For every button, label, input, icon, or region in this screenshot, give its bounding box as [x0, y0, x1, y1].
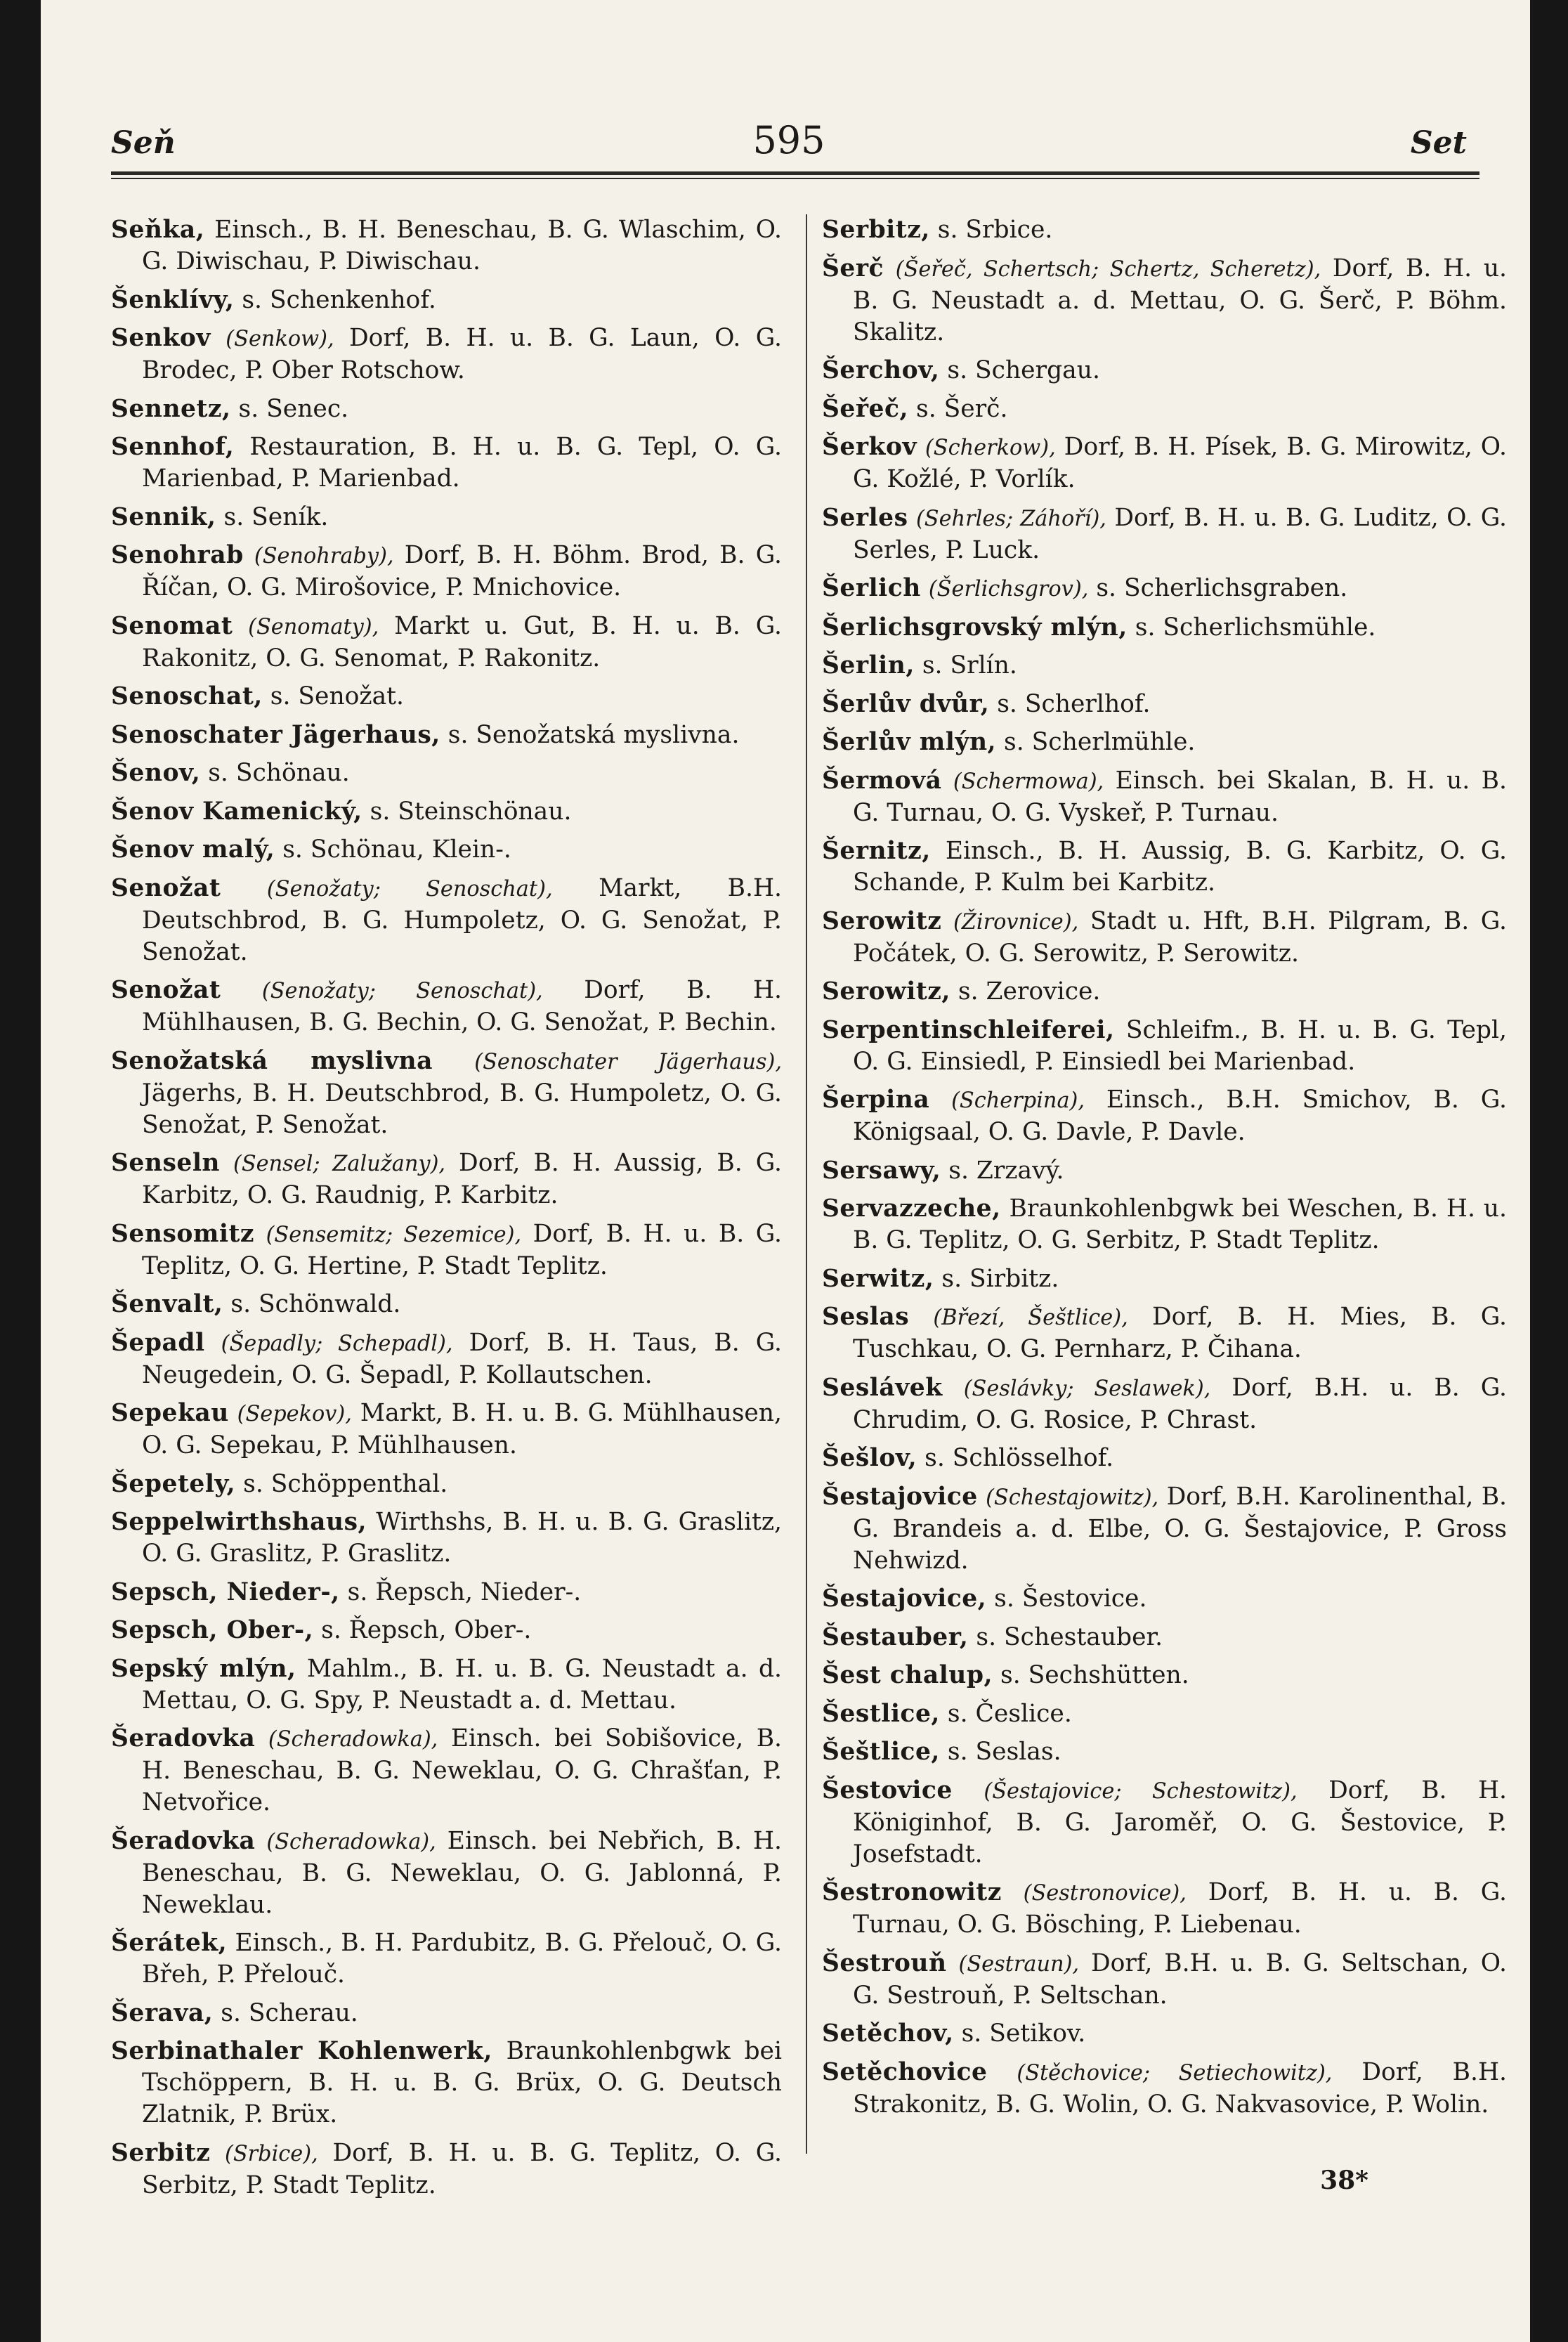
entry-text: Dorf, B. H. u. B. G. Teplitz, O. G. Hertine, P. Stadt Teplitz.: [142, 1219, 782, 1280]
entry-text: s. Schergau.: [947, 356, 1100, 384]
entry-headword: Sersawy,: [822, 1156, 941, 1185]
entry-alt-names: (Sensemitz; Sezemice),: [266, 1222, 522, 1247]
entry-text: Dorf, B. H. Aussig, B. G. Karbitz, O. G. Raudnig, P. Karbitz.: [142, 1149, 782, 1209]
entry-headword: Šepetely,: [111, 1469, 236, 1498]
entry-text: Mahlm., B. H. u. B. G. Neustadt a. d. Mettau, O. G. Spy, P. Neustadt a. d. Mettau.: [142, 1654, 783, 1715]
entry-headword: Šeradovka: [111, 1724, 256, 1752]
entry-headword: Šerlův dvůr,: [822, 689, 990, 718]
dictionary-entry: [111, 720, 782, 751]
dictionary-entry: [822, 1775, 1507, 1871]
signature-mark: 38*: [1320, 2166, 1368, 2195]
entry-headword: Sepekau: [111, 1399, 229, 1427]
entry-headword: Serbitz,: [822, 216, 930, 244]
entry-headword: Serowitz,: [822, 977, 950, 1006]
header-left-catchword: Seň: [111, 125, 176, 161]
entry-headword: Senoschat,: [111, 682, 263, 710]
entry-headword: Šerlichsgrovský mlýn,: [822, 613, 1128, 642]
entry-headword: Senožat: [111, 873, 221, 902]
dictionary-entry: [111, 1327, 782, 1391]
entry-text: Dorf, B. H. Böhm. Brod, B. G. Říčan, O. G. Mirošovice, P. Mnichovice.: [142, 541, 782, 601]
dictionary-entry: [822, 393, 1507, 425]
entry-headword: Serbitz: [111, 2138, 211, 2167]
entry-text: s. Schönau.: [208, 759, 350, 787]
entry-text: Dorf, B.H. Karolinenthal, B. G. Brandeis a. d. Elbe, O. G. Šestajovice, P. Gross Nehwizd.: [853, 1482, 1508, 1575]
entry-alt-names: (Senožaty; Senoschat),: [266, 876, 553, 902]
entry-text: s. Scherlichsmühle.: [1135, 613, 1376, 642]
entry-alt-names: (Seslávky; Seslawek),: [963, 1376, 1211, 1401]
entry-alt-names: (Senkow),: [226, 327, 334, 351]
entry-text: Einsch., B. H. Beneschau, B. G. Wlaschim, O. G. Diwischau, P. Diwischau.: [142, 216, 783, 275]
dictionary-entry: [111, 834, 782, 866]
entry-headword: Setěchovice: [822, 2057, 988, 2086]
header-right-catchword: Set: [1410, 125, 1467, 161]
entry-text: s. Česlice.: [947, 1699, 1072, 1728]
dictionary-entry: [822, 1015, 1507, 1078]
entry-headword: Šenvalt,: [111, 1290, 223, 1318]
dictionary-entry: [822, 835, 1507, 899]
dictionary-entry: [111, 540, 782, 604]
entry-alt-names: (Stěchovice; Setiechowitz),: [1017, 2060, 1333, 2086]
dictionary-entry: [111, 1469, 782, 1500]
entry-text: Stadt u. Hft, B.H. Pilgram, B. G. Počátek, O. G. Serowitz, P. Serowitz.: [853, 906, 1508, 968]
entry-text: Dorf, B. H. Taus, B. G. Neugedein, O. G. Šepadl, P. Kollautschen.: [142, 1328, 782, 1389]
entry-text: s. Schöppenthal.: [243, 1469, 448, 1498]
dictionary-entry: [111, 1723, 782, 1819]
entry-text: Schleifm., B. H. u. B. G. Tepl, O. G. Einsiedl, P. Einsiedl bei Marienbad.: [853, 1015, 1507, 1076]
dictionary-entry: [822, 502, 1507, 566]
entry-headword: Sennik,: [111, 502, 216, 531]
entry-headword: Senseln: [111, 1149, 221, 1177]
entry-text: s. Řepsch, Ober-.: [321, 1616, 532, 1644]
dictionary-entry: [822, 1948, 1507, 2012]
entry-text: s. Schestauber.: [976, 1622, 1163, 1651]
entry-headword: Šestlice,: [822, 1699, 940, 1728]
entry-alt-names: (Scheradowka),: [266, 1829, 436, 1854]
dictionary-entry: [822, 1301, 1507, 1365]
entry-alt-names: (Scheradowka),: [268, 1727, 438, 1752]
entry-text: s. Seník.: [223, 502, 329, 531]
dictionary-entry: [111, 2036, 782, 2130]
dictionary-entry: [111, 2138, 782, 2201]
entry-text: s. Scherlhof.: [997, 689, 1151, 718]
dictionary-entry: [822, 1263, 1507, 1295]
entry-alt-names: (Šepadly; Schepadl),: [221, 1331, 453, 1356]
dictionary-entry: [111, 1147, 782, 1211]
entry-headword: Senomat: [111, 611, 233, 640]
entry-text: Jägerhs, B. H. Deutschbrod, B. G. Humpoletz, O. G. Senožat, P. Senožat.: [142, 1079, 782, 1139]
entry-headword: Šest chalup,: [822, 1661, 993, 1689]
entry-alt-names: (Šeřeč, Schertsch; Schertz, Scheretz),: [895, 256, 1321, 282]
entry-alt-names: (Sestraun),: [958, 1951, 1080, 1977]
entry-text: Dorf, B. H. u. B. G. Neustadt a. d. Mettau, O. G. Šerč, P. Böhm. Skalitz.: [853, 254, 1508, 346]
dictionary-entry: [822, 431, 1507, 495]
dictionary-entry: [111, 757, 782, 789]
entry-headword: Šestajovice: [822, 1482, 978, 1511]
entry-text: s. Setikov.: [961, 2019, 1086, 2048]
header-rule-thin: [111, 178, 1479, 179]
entry-text: s. Steinschönau.: [370, 797, 572, 826]
entry-text: Markt u. Gut, B. H. u. B. G. Rakonitz, O. G. Senomat, P. Rakonitz.: [142, 611, 782, 672]
entry-text: s. Scherlichsgraben.: [1096, 574, 1348, 602]
entry-headword: Šestajovice,: [822, 1585, 987, 1613]
entry-text: Dorf, B.H. Strakonitz, B. G. Wolin, O. G. Nakvasovice, P. Wolin.: [853, 2057, 1508, 2119]
entry-text: s. Schönwald.: [230, 1290, 401, 1318]
entry-headword: Serbinathaler Kohlenwerk,: [111, 2037, 492, 2065]
entry-headword: Serwitz,: [822, 1264, 934, 1293]
dictionary-entry: [822, 2018, 1507, 2050]
dictionary-entry: [822, 612, 1507, 644]
dictionary-entry: [111, 1507, 782, 1570]
entry-text: Markt, B. H. u. B. G. Mühlhausen, O. G. Sepekau, P. Mühlhausen.: [142, 1399, 782, 1459]
right-column: [822, 214, 1507, 2127]
dictionary-entry: [822, 1877, 1507, 1941]
entry-text: s. Scherlmühle.: [1004, 728, 1196, 756]
dictionary-entry: [822, 1193, 1507, 1256]
dictionary-entry: [111, 1653, 782, 1717]
entry-headword: Šenov Kamenický,: [111, 797, 362, 826]
entry-alt-names: (Žirovnice),: [953, 909, 1079, 935]
dictionary-entry: [822, 650, 1507, 682]
entry-headword: Šerátek,: [111, 1929, 228, 1957]
entry-alt-names: (Srbice),: [225, 2141, 318, 2166]
entry-text: Dorf, B. H. Písek, B. G. Mirowitz, O. G. Kožlé, P. Vorlík.: [853, 433, 1508, 493]
entry-alt-names: (Sensel; Zalužany),: [233, 1152, 446, 1176]
dictionary-entry: [111, 611, 782, 675]
dictionary-entry: [111, 285, 782, 316]
dictionary-entry: [111, 1615, 782, 1646]
entry-text: s. Zerovice.: [958, 977, 1101, 1006]
entry-text: s. Sechshütten.: [1000, 1661, 1189, 1689]
entry-headword: Sepsch, Ober-,: [111, 1616, 314, 1644]
dictionary-entry: [822, 1622, 1507, 1653]
dictionary-entry: [822, 765, 1507, 829]
dictionary-entry: [111, 1998, 782, 2029]
entry-text: Einsch. bei Sobišovice, B. H. Beneschau, B. G. Neweklau, O. G. Chrašťan, P. Netvořice.: [142, 1724, 783, 1816]
dictionary-entry: [822, 1443, 1507, 1474]
entry-text: Dorf, B.H. u. B. G. Seltschan, O. G. Sestrouň, P. Seltschan.: [853, 1949, 1508, 2010]
dictionary-entry: [111, 1826, 782, 1921]
dictionary-entry: [822, 1736, 1507, 1768]
entry-text: Braunkohlenbgwk bei Tschöppern, B. H. u. B. G. Brüx, O. G. Deutsch Zlatnik, P. Brüx.: [142, 2037, 783, 2128]
entry-text: s. Schönau, Klein-.: [282, 835, 511, 864]
dictionary-entry: [111, 1398, 782, 1462]
entry-text: Einsch. bei Nebřich, B. H. Beneschau, B. G. Neweklau, O. G. Jablonná, P. Neweklau.: [142, 1826, 782, 1919]
entry-alt-names: (Senohraby),: [254, 544, 394, 568]
entry-text: s. Senec.: [238, 394, 349, 423]
entry-headword: Sennetz,: [111, 394, 231, 423]
entry-headword: Šerpina: [822, 1086, 930, 1114]
entry-headword: Senožat: [111, 976, 221, 1004]
dictionary-entry: [822, 976, 1507, 1008]
entry-headword: Senoschater Jägerhaus,: [111, 720, 440, 749]
entry-headword: Šestrouň: [822, 1949, 947, 1977]
entry-text: s. Seslas.: [947, 1738, 1061, 1766]
entry-headword: Šešlov,: [822, 1444, 917, 1472]
entry-headword: Senohrab: [111, 541, 244, 569]
entry-headword: Senkov: [111, 324, 211, 352]
entry-headword: Setěchov,: [822, 2019, 954, 2048]
entry-alt-names: (Sehrles; Záhoří),: [915, 506, 1106, 531]
entry-text: s. Zrzavý.: [948, 1156, 1064, 1185]
entry-text: Wirthshs, B. H. u. B. G. Graslitz, O. G. Graslitz, P. Graslitz.: [142, 1508, 783, 1568]
dictionary-entry: [822, 355, 1507, 386]
dictionary-entry: [822, 1155, 1507, 1187]
entry-text: Dorf, B. H. Königinhof, B. G. Jaroměř, O. G. Šestovice, P. Josefstadt.: [853, 1776, 1507, 1868]
dictionary-entry: [822, 214, 1507, 246]
column-divider: [806, 214, 807, 2154]
entry-headword: Šenklívy,: [111, 285, 235, 314]
dictionary-entry: [822, 1698, 1507, 1730]
entry-headword: Seslas: [822, 1303, 910, 1331]
entry-text: s. Scherau.: [221, 1998, 358, 2027]
dictionary-entry: [822, 1372, 1507, 1436]
dictionary-entry: [111, 975, 782, 1039]
dictionary-entry: [111, 1289, 782, 1320]
dictionary-entry: [111, 393, 782, 425]
entry-headword: Šerlich: [822, 574, 921, 602]
entry-text: Dorf, B. H. u. B. G. Laun, O. G. Brodec, P. Ober Rotschow.: [142, 324, 782, 384]
entry-headword: Šestauber,: [822, 1622, 969, 1651]
entry-text: s. Šerč.: [915, 394, 1008, 423]
dictionary-entry: [822, 1084, 1507, 1148]
entry-headword: Serowitz: [822, 906, 942, 935]
entry-text: s. Schenkenhof.: [242, 285, 436, 314]
entry-alt-names: (Šerlichsgrov),: [928, 577, 1089, 601]
dictionary-entry: [822, 906, 1507, 970]
entry-alt-names: (Sepekov),: [237, 1402, 352, 1426]
entry-headword: Šeradovka: [111, 1826, 256, 1855]
entry-alt-names: (Březí, Šeštlice),: [933, 1306, 1128, 1330]
entry-text: s. Senožat.: [270, 682, 405, 710]
dictionary-entry: [822, 2057, 1507, 2121]
entry-headword: Seslávek: [822, 1373, 943, 1402]
left-column: [111, 214, 782, 2208]
dictionary-entry: [111, 681, 782, 713]
entry-alt-names: (Sestronovice),: [1023, 1881, 1187, 1906]
dictionary-entry: [111, 796, 782, 828]
entry-text: s. Senožatská myslivna.: [447, 720, 740, 749]
header-rule-thick: [111, 171, 1479, 175]
dictionary-entry: [111, 873, 782, 968]
entry-headword: Šermová: [822, 766, 942, 795]
entry-headword: Šerlův mlýn,: [822, 728, 997, 756]
entry-alt-names: (Senomaty),: [248, 614, 379, 639]
entry-headword: Sennhof,: [111, 433, 235, 461]
dictionary-entry: [822, 1583, 1507, 1615]
entry-text: Dorf, B. H. u. B. G. Luditz, O. G. Serles, P. Luck.: [853, 503, 1508, 564]
entry-alt-names: (Šestajovice; Schestowitz),: [984, 1778, 1298, 1804]
dictionary-entry: [111, 214, 782, 278]
dictionary-entry: [822, 689, 1507, 720]
entry-headword: Šerlin,: [822, 651, 915, 679]
dictionary-entry: [822, 1481, 1507, 1577]
entry-headword: Šerava,: [111, 1998, 214, 2027]
entry-text: Einsch. bei Skalan, B. H. u. B. G. Turnau, O. G. Vyskeř, P. Turnau.: [853, 766, 1507, 827]
entry-headword: Šeřeč,: [822, 394, 909, 423]
entry-headword: Šestronowitz: [822, 1878, 1002, 1906]
dictionary-entry: [111, 1046, 782, 1141]
entry-headword: Senožatská myslivna: [111, 1046, 433, 1075]
entry-headword: Sensomitz: [111, 1219, 255, 1248]
entry-text: Einsch., B. H. Pardubitz, B. G. Přelouč, O. G. Břeh, P. Přelouč.: [142, 1929, 783, 1989]
dictionary-entry: [822, 253, 1507, 349]
entry-text: Dorf, B. H. u. B. G. Teplitz, O. G. Serbitz, P. Stadt Teplitz.: [142, 2138, 782, 2199]
entry-headword: Šenov,: [111, 759, 201, 787]
entry-headword: Sepský mlýn,: [111, 1654, 296, 1683]
entry-text: s. Srbice.: [937, 216, 1053, 244]
entry-text: Braunkohlenbgwk bei Weschen, B. H. u. B. G. Teplitz, O. G. Serbitz, P. Stadt Teplitz.: [853, 1195, 1507, 1254]
entry-headword: Šenov malý,: [111, 835, 275, 864]
book-page: [41, 0, 1530, 2342]
dictionary-entry: [111, 431, 782, 495]
dictionary-entry: [111, 1218, 782, 1282]
dictionary-entry: [111, 1927, 782, 1991]
entry-text: s. Šestovice.: [994, 1585, 1147, 1613]
entry-headword: Sepsch, Nieder-,: [111, 1577, 340, 1606]
entry-headword: Šepadl: [111, 1328, 205, 1357]
entry-text: Markt, B.H. Deutschbrod, B. G. Humpoletz, O. G. Senožat, P. Senožat.: [142, 873, 783, 966]
entry-headword: Šerkov: [822, 433, 917, 461]
dictionary-entry: [111, 323, 782, 386]
entry-text: Dorf, B. H. Mies, B. G. Tuschkau, O. G. Pernharz, P. Čihana.: [853, 1303, 1508, 1363]
entry-headword: Šestovice: [822, 1776, 953, 1804]
entry-headword: Šerč: [822, 254, 884, 282]
entry-text: Einsch., B. H. Aussig, B. G. Karbitz, O. G. Schande, P. Kulm bei Karbitz.: [853, 837, 1508, 897]
entry-alt-names: (Senoschater Jägerhaus),: [474, 1049, 782, 1074]
dictionary-entry: [822, 1660, 1507, 1691]
entry-alt-names: (Senožaty; Senoschat),: [261, 979, 543, 1003]
entry-headword: Šernitz,: [822, 837, 931, 865]
entry-alt-names: (Schermowa),: [953, 769, 1104, 794]
entry-text: s. Srlín.: [922, 651, 1017, 679]
entry-text: s. Sirbitz.: [941, 1264, 1059, 1293]
entry-text: Einsch., B.H. Smichov, B. G. Königsaal, O. G. Davle, P. Davle.: [853, 1086, 1507, 1146]
entry-headword: Servazzeche,: [822, 1195, 1001, 1223]
entry-text: s. Schlösselhof.: [925, 1444, 1114, 1472]
entry-text: s. Řepsch, Nieder-.: [347, 1577, 582, 1606]
entry-headword: Serles: [822, 503, 908, 532]
dictionary-entry: [822, 727, 1507, 758]
entry-alt-names: (Scherpina),: [951, 1088, 1085, 1113]
entry-headword: Šeštlice,: [822, 1738, 940, 1766]
entry-headword: Serpentinschleiferei,: [822, 1015, 1115, 1044]
entry-headword: Seppelwirthshaus,: [111, 1508, 367, 1536]
entry-alt-names: (Scherkow),: [925, 436, 1056, 460]
entry-alt-names: (Schestajowitz),: [986, 1485, 1159, 1510]
page-header: [111, 112, 1467, 169]
entry-text: Dorf, B. H. Mühlhausen, B. G. Bechin, O. G. Senožat, P. Bechin.: [142, 976, 783, 1036]
entry-text: Dorf, B. H. u. B. G. Turnau, O. G. Bösching, P. Liebenau.: [853, 1878, 1508, 1939]
dictionary-entry: [111, 1577, 782, 1608]
page-number: 595: [752, 118, 825, 162]
entry-text: Restauration, B. H. u. B. G. Tepl, O. G. Marienbad, P. Marienbad.: [142, 433, 783, 493]
entry-text: Dorf, B.H. u. B. G. Chrudim, O. G. Rosice, P. Chrast.: [853, 1373, 1508, 1434]
entry-headword: Seňka,: [111, 216, 205, 244]
dictionary-entry: [822, 573, 1507, 605]
entry-headword: Šerchov,: [822, 356, 940, 384]
dictionary-entry: [111, 502, 782, 533]
